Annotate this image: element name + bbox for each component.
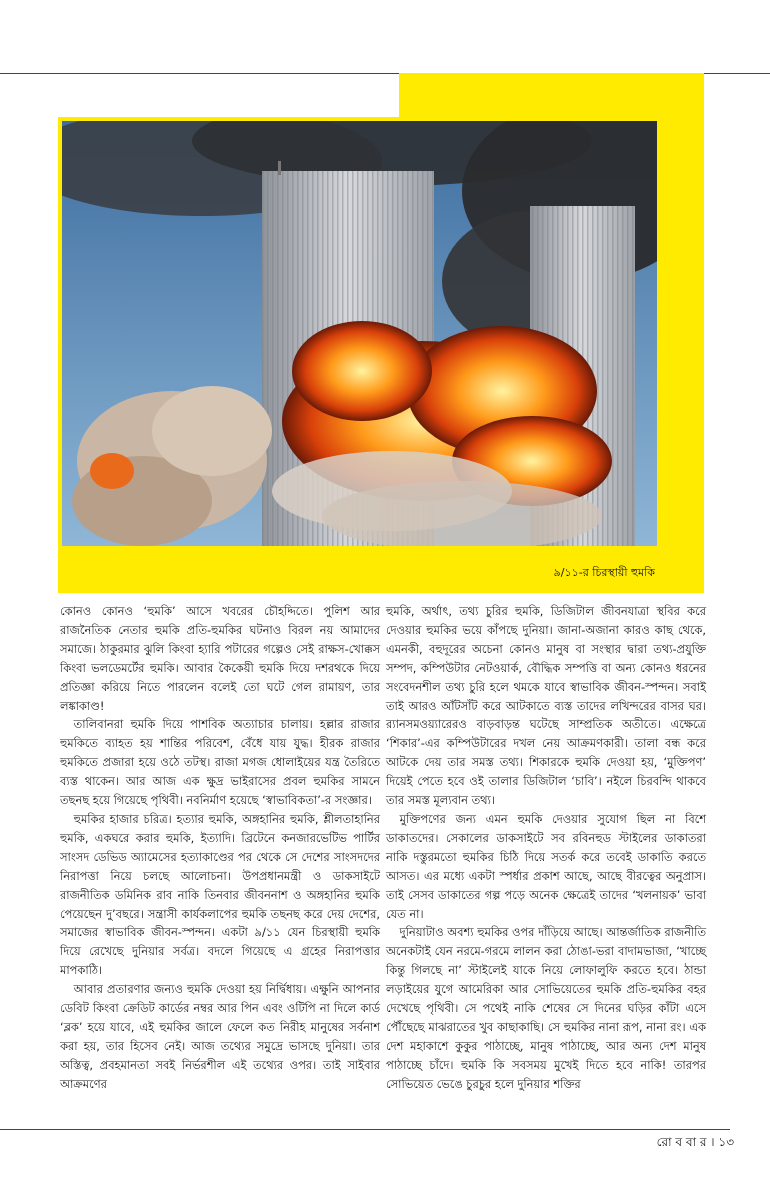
yellow-accent-bar	[399, 73, 704, 117]
paragraph: মুক্তিপণের জন্য এমন হুমকি দেওয়ার সুযোগ ছিল না বিশে ডাকাতদের। সেকালের ডাকসাইটে সব রবিনহুড স্টাইলের ডাকাতরা নাকি দস্তুরমতো হুমকির চিঠি দিয়ে সতর্ক করে তবেই ডাকাতি করতে আসত। এর মধ্যে একটা স্পর্ধার প্রকাশ আছে, আছে বীরত্বের অনুপ্রাস। তাই সেসব ডাকাতের গল্প পড়ে অনেক ক্ষেত্রেই তাদের ‘খলনায়ক’ ভাবা যেত না।	[386, 811, 706, 921]
article-column-right	[386, 602, 706, 1094]
paragraph: দুনিয়াটাও অবশ্য হুমকির ওপর দাঁড়িয়ে আছে। আন্তর্জাতিক রাজনীতি অনেকটাই যেন নরমে-গরমে লালন করা ঠোঙা-ভরা বাদামভাজা, ‘খাচ্ছে কিন্তু গিলছে না’ স্টাইলেই যাকে নিয়ে লোফালুফি করতে হবে। ঠান্ডা লড়াইয়ের যুগে আমেরিকা আর সোভিয়েতের হুমকি প্রতি-হুমকির বহর দেখেছে পৃথিবী। সে পথেই নাকি শেষের সে দিনের ঘড়ির কাঁটা এসে পৌঁছেছে মাঝরাতের খুব কাছাকাছি। সে হুমকির নানা রূপ, নানা রং। এক দেশ মহাকাশে কুকুর পাঠাচ্ছে, মানুষ পাঠাচ্ছে, আর অন্য দেশ মানুষ পাঠাচ্ছে চাঁদে। হুমকি কি সবসময় মুখেই দিতে হবে নাকি! তারপর সোভিয়েত ভেঙে চুরচুর হলে দুনিয়ার শক্তির	[386, 925, 706, 1091]
paragraph: হুমকির হাজার চরিত্র। হত্যার হুমকি, অঙ্গহানির হুমকি, শ্লীলতাহানির হুমকি, একঘরে করার হুমকি, ইত্যাদি। ব্রিটেনে কনজারভেটিভ পার্টির সাংসদ ডেভিড অ্যামেসের হত্যাকাণ্ডের পর থেকে সে দেশের সাংসদদের নিরাপত্তা নিয়ে চলছে আলোচনা। উপপ্রধানমন্ত্রী ও ডাকসাইটে রাজনীতিক ডমিনিক রাব নাকি তিনবার জীবননাশ ও অঙ্গহানির হুমকি পেয়েছেন দু’বছরে। সন্ত্রাসী কার্যকলাপের হুমকি তছনছ করে দেয় দেশের, সমাজের স্বাভাবিক জীবন-স্পন্দন। একটা ৯/১১ যেন চিরস্থায়ী হুমকি দিয়ে রেখেছে দুনিয়ার সর্বত্র। বদলে গিয়েছে এ গ্রহের নিরাপত্তার মাপকাঠি।	[60, 811, 380, 978]
bottom-rule	[0, 1129, 730, 1130]
paragraph: হুমকি, অর্থাৎ, তথ্য চুরির হুমকি, ডিজিটাল জীবনযাত্রা স্থবির করে দেওয়ার হুমকির ভয়ে কাঁপছে দুনিয়া। জানা-অজানা কারও কাছ থেকে, এমনকী, বহুদূরের অচেনা কোনও মানুষ বা সংস্থার দ্বারা তথ্য-প্রযুক্তি সম্পদ, কম্পিউটার নেটওয়ার্ক, বৌদ্ধিক সম্পত্তি বা অন্য কোনও ধরনের সংবেদনশীল তথ্য চুরি হলে থমকে যাবে স্বাভাবিক জীবন-স্পন্দন। সবাই তাই আরও আঁটসাঁট করে আটকাতে ব্যস্ত তাদের লখিন্দরের বাসর ঘর। র‍্যানসমওয়্যারেরও বাড়বাড়ন্ত ঘটেছে সাম্প্রতিক অতীতে। এক্ষেত্রে ‘শিকার’-এর কম্পিউটারের দখল নেয় আক্রমণকারী। তালা বন্ধ করে আটকে দেয় তার সমস্ত তথ্য। শিকারকে হুমকি দেওয়া হয়, ‘মুক্তিপণ’ দিয়েই পেতে হবে ওই তালার ডিজিটাল ‘চাবি’। নইলে চিরবন্দি থাকবে তার সমস্ত মূল্যবান তথ্য।	[386, 604, 706, 808]
photo-twin-towers-attack	[62, 121, 657, 546]
paragraph: তালিবানরা হুমকি দিয়ে পাশবিক অত্যাচার চালায়। হল্লার রাজার হুমকিতে ব্যাহত হয় শান্তির পরিবেশ, বেঁধে যায় যুদ্ধ। হীরক রাজার হুমকিতে প্রজারা হয়ে ওঠে তটস্থ। রাজা মগজ ধোলাইয়ের যন্ত্র তৈরিতে ব্যস্ত থাকেন। আর আজ এক ক্ষুদ্র ভাইরাসের প্রবল হুমকির সামনে তছনছ হয়ে গিয়েছে পৃথিবী। নবনির্মাণ হয়েছে ‘স্বাভাবিকতা’-র সংজ্ঞার।	[60, 717, 380, 808]
page-folio: রো ব বা র । ১৩	[656, 1135, 734, 1149]
photo-illustration	[62, 121, 657, 546]
photo-caption: ৯/১১-র চিরস্থায়ী হুমকি	[553, 566, 655, 579]
paragraph: কোনও কোনও ‘হুমকি’ আসে খবরের চৌহদ্দিতে। পুলিশ আর রাজনৈতিক নেতার হুমকি প্রতি-হুমকির ঘটনাও বিরল নয় আমাদের সমাজে। ঠাকুরমার ঝুলি কিংবা হ্যারি পটারের গল্পেও সেই রাক্ষস-খোক্কস কিংবা ভলডেমর্টের হুমকি। আবার কৈকেয়ী হুমকি দিয়ে দশরথকে দিয়ে প্রতিজ্ঞা করিয়ে নিতে পারলেন বলেই তো ঘটে গেল রামায়ণ, তার লঙ্কাকাণ্ড!	[60, 604, 380, 713]
paragraph: আবার প্রতারণার জন্যও হুমকি দেওয়া হয় নির্দ্বিধায়। এক্ষুনি আপনার ডেবিট কিংবা ক্রেডিট কার্ডের নম্বর আর পিন এবং ওটিপি না দিলে কার্ড ‘ব্লক’ হয়ে যাবে, এই হুমকির জালে ফেলে কত নিরীহ মানুষের সর্বনাশ করা হয়, তার হিসেব নেই। আজ তথ্যের সমুদ্রে ভাসছে দুনিয়া। তার অস্তিত্ব, প্রবহমানতা সবই নির্ভরশীল এই তথ্যের ওপর। তাই সাইবার আক্রমণের	[60, 982, 380, 1091]
article-column-left	[60, 602, 380, 1094]
